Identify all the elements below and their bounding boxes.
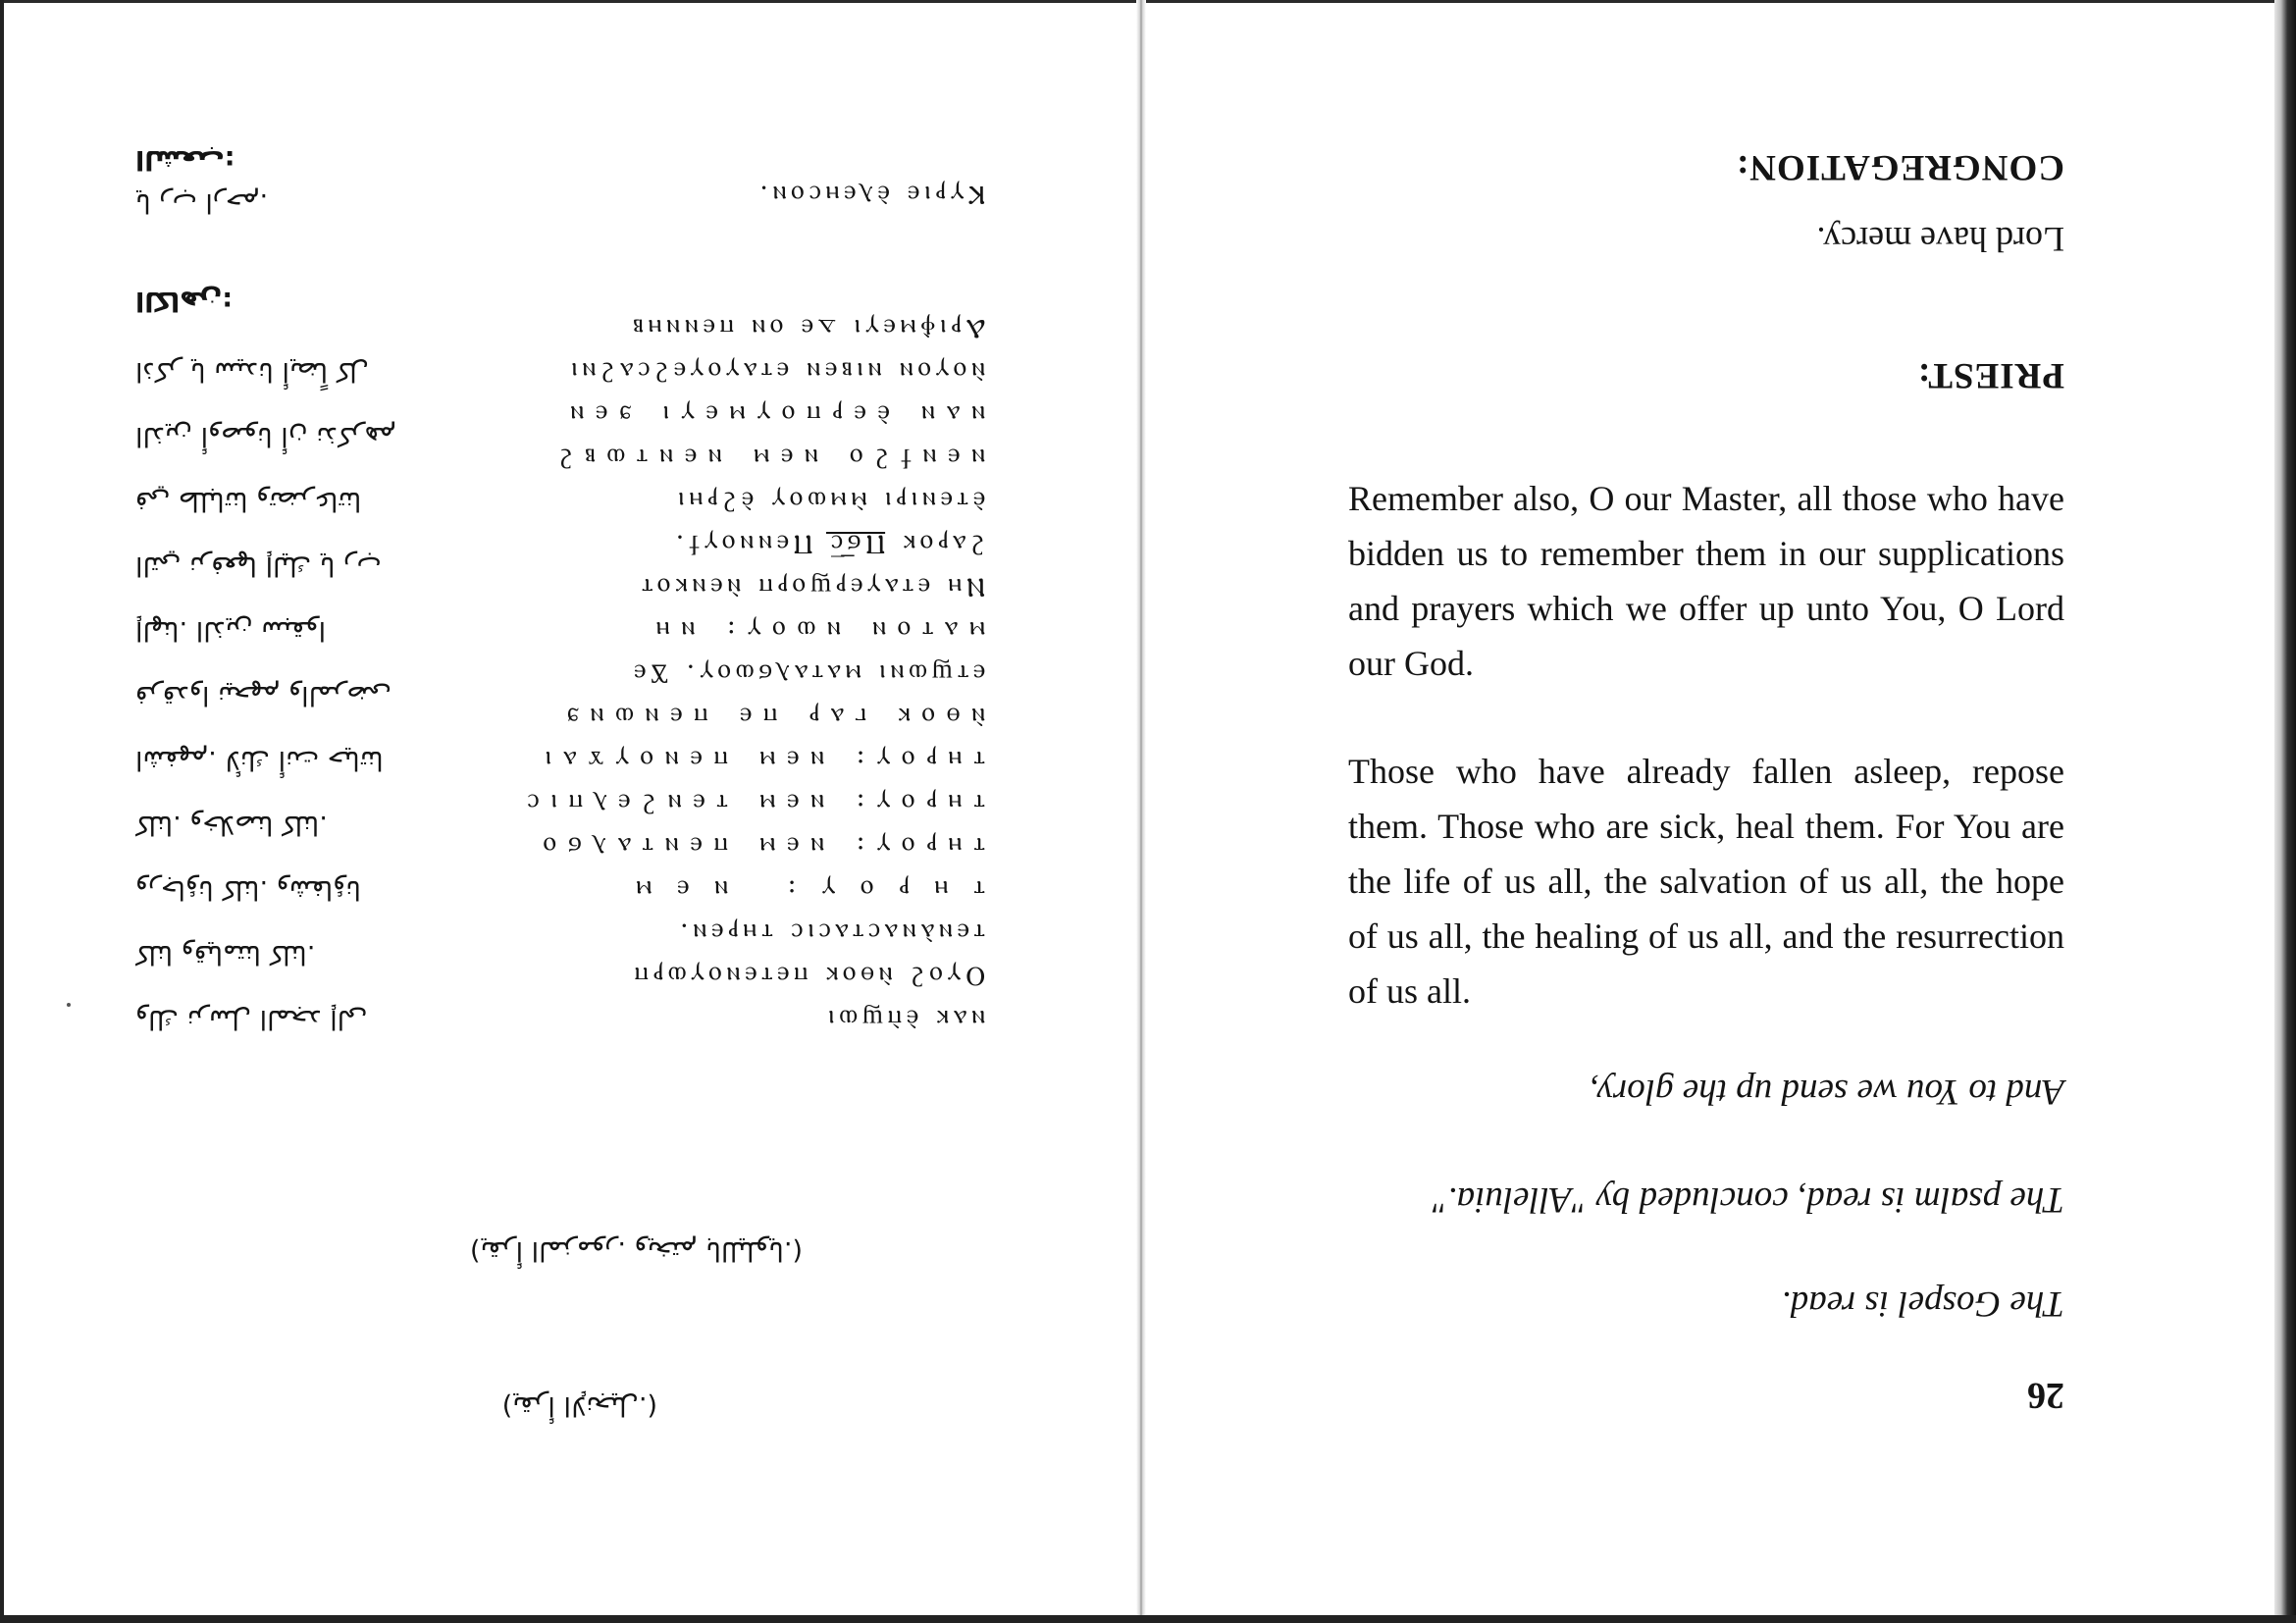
priest-remember-text: Remember also, O our Master, all those who have bidden us to remember them in our supplications and prayers which we offer up unto You, O Lord our God. bbox=[1348, 479, 2064, 683]
coptic-line: ⲛⲁⲛ ⲉ̀ⲉⲣⲡⲟⲩⲙⲉⲩⲓ ϧⲉⲛ bbox=[558, 399, 985, 430]
repose-text: Those who have already fallen asleep, repose them. Those who are sick, heal them. For You are the life of us all, the salvation of us all, the hope of us all, the healing of us all, and the resurrection of us all. bbox=[1348, 752, 2064, 1011]
scan-speck bbox=[67, 1003, 71, 1007]
scan-edge-bottom bbox=[0, 1615, 2296, 1623]
left-page bbox=[4, 0, 1136, 1623]
arabic-line: فرقدوا نيحهم والمرضى bbox=[135, 680, 391, 710]
coptic-arabic-page bbox=[4, 0, 1136, 1623]
arabic-line: في طلباتنا وتضرعاتنا bbox=[135, 486, 362, 516]
glory-line: And to You we send up the glory, bbox=[1590, 1072, 2064, 1112]
page-number: 26 bbox=[2027, 1375, 2064, 1416]
scan-edge-right bbox=[2274, 0, 2296, 1623]
coptic-line: ⲧⲉⲛⲁ̀ⲛⲁⲥⲧⲁⲥⲓⲥ ⲧⲏⲣⲉⲛ. bbox=[675, 917, 985, 948]
congregation-heading: CONGREGATION: bbox=[1735, 147, 2064, 187]
arabic-line: كلنا وقيامتنا كلنا. bbox=[135, 939, 316, 969]
coptic-word: ϩⲁⲣⲟⲕ bbox=[898, 529, 985, 559]
arabic-speaker-label: الكاهن: bbox=[135, 286, 234, 316]
arabic-line: التي نرفعها إليك يا رب bbox=[135, 550, 382, 581]
psalm-rubric: The psalm is read, concluded by "Alleluia." bbox=[1432, 1179, 2064, 1220]
arabic-line: إلهنا. الذين سبقوا bbox=[135, 615, 327, 646]
gospel-rubric: The Gospel is read. bbox=[1781, 1283, 2064, 1324]
arabic-line: ورجاؤنا كلنا. وشفاؤنا bbox=[135, 874, 362, 905]
coptic-line: Ⲕⲩⲣⲓⲉ ⲉ̀ⲗⲉⲏⲥⲟⲛ. bbox=[755, 180, 985, 210]
coptic-line-composite bbox=[671, 522, 985, 565]
coptic-line: Ⲁⲣⲓⲫ̀ⲙⲉⲩⲓ ⲇⲉ ⲟⲛ ⲡⲉⲛⲛⲏⲃ bbox=[628, 313, 985, 343]
congregation-response: Lord have mercy. bbox=[1816, 220, 2064, 259]
coptic-line: ⲉ̀ⲧⲉⲛⲓⲣⲓ ⲙ̀ⲙⲱⲟⲩ ⲉ̀ϩⲣⲏⲓ bbox=[673, 486, 985, 516]
priest-remember-paragraph bbox=[1348, 471, 2064, 691]
coptic-line: ⲧⲏⲣⲟⲩ: ⲛⲉⲙ ⲡⲉⲛⲧⲁⲗϭⲟ bbox=[531, 831, 985, 862]
english-page bbox=[1146, 0, 2274, 1623]
coptic-line: ⲧⲏⲣⲟⲩ: ⲛⲉⲙ bbox=[610, 874, 985, 905]
psalm-note-arabic: (يقرأ المزمور. ويختم بالليلويا.) bbox=[469, 1235, 803, 1266]
arabic-line: اشفهم. لأنك أنت حياتنا bbox=[135, 745, 384, 775]
coptic-line: ⲛ̀ⲑⲟⲕ ⲅⲁⲣ ⲡⲉ ⲡⲉⲛⲱⲛϧ bbox=[554, 702, 985, 732]
coptic-line: ⲧⲏⲣⲟⲩ: ⲛⲉⲙ ⲧⲉⲛϩⲉⲗⲡⲓⲥ bbox=[515, 788, 985, 818]
coptic-nomen-sacrum: Ⲡϭ̅ⲥ̅ bbox=[825, 529, 886, 559]
coptic-line: ⲙⲁⲧⲟⲛ ⲛⲱⲟⲩ: ⲛⲏ bbox=[644, 615, 985, 646]
coptic-line: Ⲟⲩⲟϩ ⲛ̀ⲑⲟⲕ ⲡⲉⲧⲉⲛⲟⲩⲱⲣⲡ bbox=[629, 961, 985, 991]
coptic-line: ⲛ̀ⲟⲩⲟⲛ ⲛⲓⲃⲉⲛ ⲉⲧⲁⲩⲟⲩⲉϩⲥⲁϩⲛⲓ bbox=[566, 356, 985, 387]
arabic-line: ولك نرسل المجد إلى bbox=[135, 1004, 368, 1034]
repose-paragraph bbox=[1348, 744, 2064, 1019]
coptic-line: ⲧⲏⲣⲟⲩ: ⲛⲉⲙ ⲡⲉⲛⲟⲩϫⲁⲓ bbox=[533, 745, 985, 775]
gospel-note-arabic: (يقرأ الإنجيل.) bbox=[501, 1390, 657, 1421]
book-gutter bbox=[1136, 0, 1146, 1623]
coptic-line: ⲛⲁⲕ ⲉ̀ⲡ̀ϣⲱⲓ bbox=[823, 1004, 985, 1034]
arabic-line: كلنا. وخلاصنا كلنا. bbox=[135, 810, 328, 840]
arabic-line: الذين أوصونا أن نذكرهم bbox=[135, 421, 396, 451]
arabic-line: يا رب ارحم. bbox=[135, 187, 269, 218]
coptic-word: Ⲡⲉⲛⲛⲟⲩϯ. bbox=[670, 529, 813, 559]
arabic-speaker-label: الشعب: bbox=[135, 144, 235, 175]
right-page bbox=[1146, 0, 2274, 1623]
priest-heading: PRIEST: bbox=[1916, 355, 2064, 395]
arabic-line: اذكر يا سيدنا أيضاً كل bbox=[135, 356, 369, 387]
coptic-line: ⲉⲧϣⲱⲛⲓ ⲙⲁⲧⲁⲗϭⲱⲟⲩ. Ϫⲉ bbox=[629, 658, 985, 689]
coptic-line: Ⲛⲏ ⲉⲧⲁⲩⲉⲣϣⲟⲣⲡ ⲛ̀ⲉⲛⲕⲟⲧ bbox=[636, 572, 985, 602]
coptic-line: ⲛⲉⲛϯϩⲟ ⲛⲉⲙ ⲛⲉⲛⲧⲱⲃϩ bbox=[547, 443, 985, 473]
